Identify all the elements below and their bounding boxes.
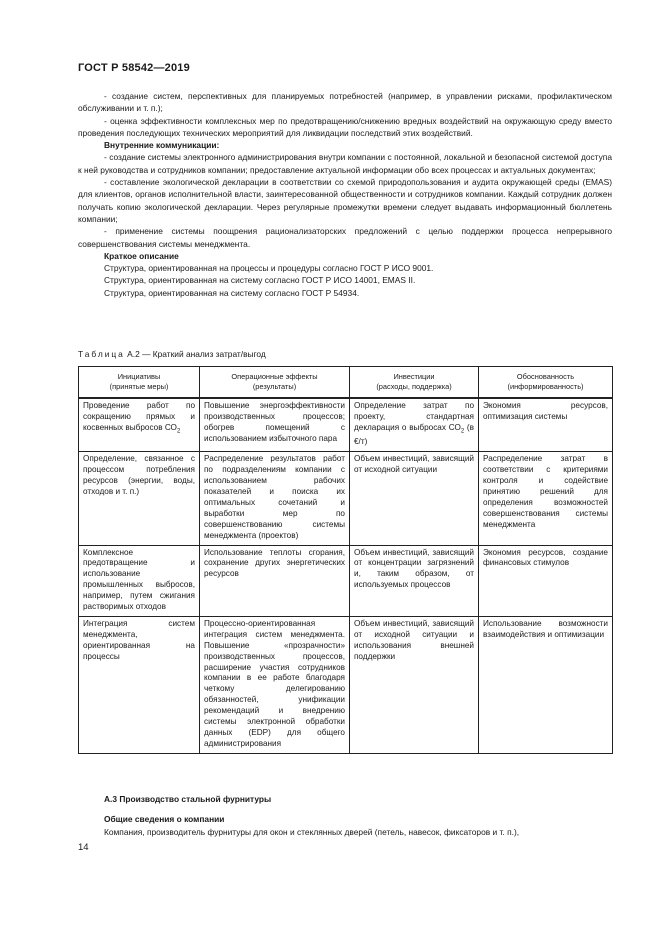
table-caption [78, 349, 266, 359]
page-number: 14 [78, 842, 89, 853]
cell-effects: Процессно-ориентированная интеграция систем менеджмента. Повышение «прозрачности» производственных процессов, расширение участия сотрудников компании в ее работе благодаря четкому делегированию обязанностей, унификации рекомендаций и внедрению системы электронной обработки данных (EDP) для общего администрирования [200, 616, 350, 753]
header-justification: Обоснованность (информированность) [479, 367, 613, 399]
intro-text [78, 90, 612, 299]
summary-line: Структура, ориентированная на систему согласно ГОСТ Р ИСО 14001, EMAS II. [104, 275, 416, 286]
section-paragraph: Компания, производитель фурнитуры для окон и стеклянных дверей (петель, навесок, фиксаторов и т. п.), [104, 826, 520, 837]
section-block [78, 793, 612, 838]
cell-justification: Использование возможности взаимодействия и оптимизации [479, 616, 613, 753]
header-investments: Инвестиции (расходы, поддержка) [350, 367, 479, 399]
cell-investments: Объем инвестиций, зависящий от исходной ситуации [350, 452, 479, 545]
cell-initiative: Комплексное предотвращение и использование промышленных выбросов, например, путем сжигания растворимых отходов [79, 545, 200, 616]
summary-heading: Краткое описание [104, 250, 179, 261]
header-effects: Операционные эффекты (результаты) [200, 367, 350, 399]
cell-investments: Объем инвестиций, зависящий от исходной ситуации и использования внешней поддержки [350, 616, 479, 753]
cell-initiative: Проведение работ по сокращению прямых и косвенных выбросов $СО_2$ [79, 398, 200, 452]
cell-investments: Определение затрат по проекту, стандартная декларация о выбросах $СО_2$ (в €/т) [350, 398, 479, 452]
section-subheading: Общие сведения о компании [104, 814, 225, 825]
table-row [79, 616, 613, 753]
bullet-text: - создание систем, перспективных для планируемых потребностей (например, в управлении рисками, профилактическом обслуживании и т. п.); [78, 91, 612, 114]
table-row [79, 398, 613, 452]
table-row [79, 545, 613, 616]
cell-justification: Экономия ресурсов, оптимизация системы [479, 398, 613, 452]
table-caption-text: А.2 — Краткий анализ затрат/выгод [127, 349, 266, 359]
cell-effects: Распределение результатов работ по подразделениям компании с использованием рабочих показателей и поиска их оптимальных сочетаний и выработки мер по совершенствованию системы менеджмента (проектов) [200, 452, 350, 545]
section-heading: А.3 Производство стальной фурнитуры [104, 794, 272, 804]
bullet-text: - создание системы электронного администрирования внутри компании с постоянной, локальной и безопасной системой доступа к ней руководства и сотрудников компании; предоставление актуальной информации обо всех процессах и актуальных документах; [78, 152, 612, 175]
table-header-row [79, 367, 613, 399]
summary-line: Структура, ориентированная на процессы и процедуры согласно ГОСТ Р ИСО 9001. [104, 263, 434, 274]
cell-initiative: Интеграция систем менеджмента, ориентированная на процессы [79, 616, 200, 753]
table-row [79, 452, 613, 545]
bullet-text: - применение системы поощрения рационализаторских предложений с целью поддержки процесса непрерывного совершенствования системы менеджмента. [78, 226, 612, 249]
cell-initiative: Определение, связанное с процессом потребления ресурсов (энергии, воды, отходов и т. п.) [79, 452, 200, 545]
document-title: ГОСТ Р 58542—2019 [78, 62, 190, 74]
cell-investments: Объем инвестиций, зависящий от концентрации загрязнений и, таким образом, от используемых процессов [350, 545, 479, 616]
bullet-text: - составление экологической декларации в соответствии со схемой природопользования и аудита окружающей среды (EMAS) для клиентов, органов исполнительной власти, заинтересованной общественности и сотрудников компании. Каждый сотрудник должен получать копию экологической декларации. Через регулярные промежутки времени следует выдавать информационный бюллетень компании; [78, 177, 612, 224]
cell-effects: Использование теплоты сгорания, сохранение других энергетических ресурсов [200, 545, 350, 616]
header-initiatives: Инициативы (принятые меры) [79, 367, 200, 399]
cell-justification: Распределение затрат в соответствии с критериями контроля и содействие принятию решений для определения возможностей совершенствования системы менеджмента [479, 452, 613, 545]
internal-communications-heading: Внутренние коммуникации: [104, 140, 220, 151]
summary-line: Структура, ориентированная на систему согласно ГОСТ Р 54934. [104, 287, 360, 298]
bullet-text: - оценка эффективности комплексных мер по предотвращению/снижению вредных воздействий на окружающую среду вместо проведения последующих технических мероприятий для ликвидации последствий этих воздействий. [78, 115, 612, 138]
cell-effects: Повышение энергоэффективности производственных процессов; обогрев помещений с использованием избыточного пара [200, 398, 350, 452]
table-caption-label: Таблица [78, 349, 125, 359]
cell-justification: Экономия ресурсов, создание финансовых стимулов [479, 545, 613, 616]
cost-benefit-table [78, 366, 613, 754]
